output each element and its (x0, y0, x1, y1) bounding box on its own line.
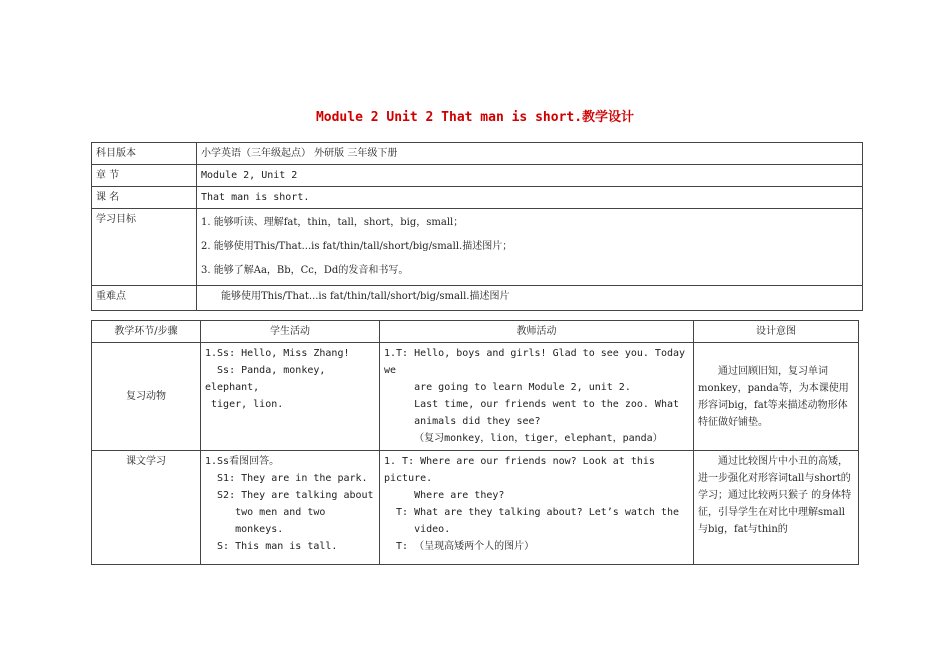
header-student: 学生活动 (201, 321, 380, 343)
teacher-activity-cell (380, 451, 694, 565)
info-row-chapter (92, 165, 863, 187)
plan-row-review (92, 343, 859, 451)
student-line: 1.Ss: Hello, Miss Zhang! (205, 348, 350, 359)
teacher-line: T: What are they talking about? Let’s watch the (384, 507, 680, 518)
student-line: elephant, (205, 382, 260, 393)
design-intent-cell: 通过回顾旧知，复习单词monkey，panda等，为本课使用形容词big，fat等来描述动物形体特征做好铺垫。 (694, 343, 859, 451)
goal-item: 2. 能够使用This/That...is fat/thin/tall/short/big/small.描述图片； (201, 241, 513, 252)
header-step: 教学环节/步骤 (92, 321, 201, 343)
teacher-line: Where are they? (384, 490, 505, 501)
goal-item: 1. 能够听读、理解fat，thin，tall，short，big，small； (201, 217, 464, 228)
step-cell: 课文学习 (92, 451, 201, 565)
student-line: 1.Ss看图回答。 (205, 456, 280, 467)
student-line: S: This man is tall. (205, 541, 338, 552)
info-row-subject (92, 143, 863, 165)
teacher-line: picture. (384, 473, 433, 484)
subject-value: 小学英语（三年级起点） 外研版 三年级下册 (197, 143, 863, 165)
teacher-line: 1.T: Hello, boys and girls! Glad to see you. Today (384, 348, 686, 359)
student-activity-cell (201, 343, 380, 451)
lesson-plan-table (91, 320, 859, 565)
design-intent-cell: 通过比较图片中小丑的高矮，进一步强化对形容词tall与short的学习；通过比较两只猴子 的身体特征，引导学生在对比中理解small与big，fat与thin的 (694, 451, 859, 565)
student-line: S1: They are in the park. (205, 473, 368, 484)
document-title: Module 2 Unit 2 That man is short.教学设计 (315, 110, 635, 125)
step-cell: 复习动物 (92, 343, 201, 451)
teacher-activity-cell (380, 343, 694, 451)
plan-row-text-study (92, 451, 859, 565)
teacher-line: video. (384, 524, 451, 535)
student-line: two men and two (205, 507, 326, 518)
teacher-line: Last time, our friends went to the zoo. What (384, 399, 680, 410)
teacher-line: are going to learn Module 2, unit 2. (384, 382, 631, 393)
teacher-line: animals did they see? (384, 416, 541, 427)
teacher-line: we (384, 365, 397, 376)
student-line: S2: They are talking about (205, 490, 374, 501)
lesson-value: That man is short. (197, 187, 863, 209)
chapter-label: 章 节 (92, 165, 197, 187)
difficulty-value: 能够使用This/That...is fat/thin/tall/short/big/small.描述图片 (197, 286, 863, 311)
header-intent: 设计意图 (694, 321, 859, 343)
teacher-line: （复习monkey，lion，tiger，elephant，panda） (384, 433, 663, 444)
lesson-label: 课 名 (92, 187, 197, 209)
header-teacher: 教师活动 (380, 321, 694, 343)
info-row-difficulty (92, 286, 863, 311)
chapter-value: Module 2, Unit 2 (197, 165, 863, 187)
student-activity-cell (201, 451, 380, 565)
teacher-line: T: （呈现高矮两个人的图片） (384, 541, 535, 552)
info-row-lesson (92, 187, 863, 209)
subject-label: 科目版本 (92, 143, 197, 165)
course-info-table (91, 142, 863, 311)
goal-item: 3. 能够了解Aa，Bb，Cc，Dd的发音和书写。 (201, 265, 409, 276)
goals-label: 学习目标 (92, 209, 197, 286)
difficulty-label: 重难点 (92, 286, 197, 311)
plan-header-row (92, 321, 859, 343)
student-line: monkeys. (205, 524, 284, 535)
student-line: Ss: Panda, monkey, (205, 365, 326, 376)
goals-list (197, 209, 863, 286)
info-row-goals (92, 209, 863, 286)
student-line: tiger, lion. (205, 399, 284, 410)
teacher-line: 1. T: Where are our friends now? Look at this (384, 456, 655, 467)
